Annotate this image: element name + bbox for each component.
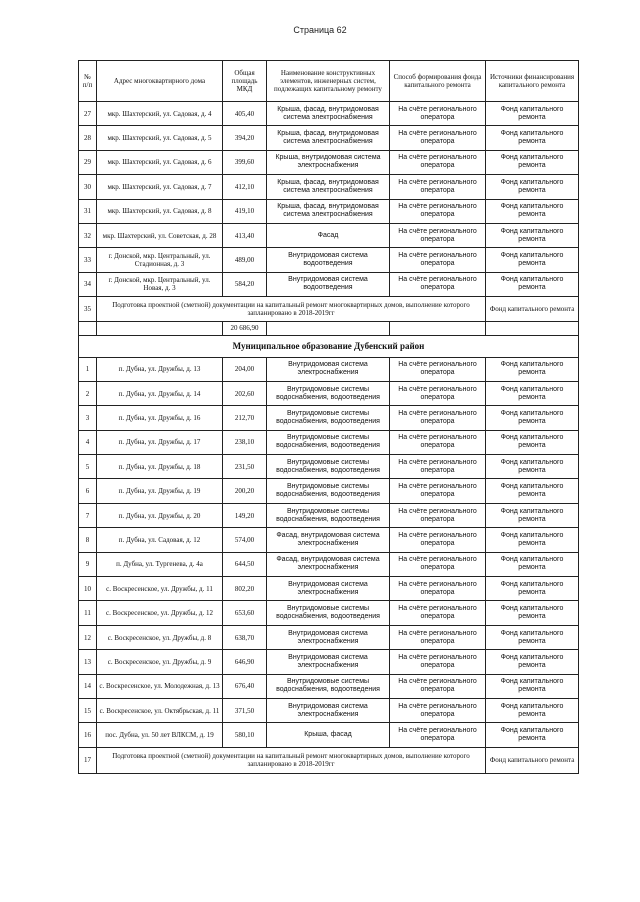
cell-area: 489,00 xyxy=(223,248,267,272)
cell-num: 10 xyxy=(79,577,97,601)
cell-num: 35 xyxy=(79,297,97,321)
table-header-row xyxy=(79,61,579,102)
table-row-total xyxy=(79,321,579,335)
cell-empty xyxy=(97,321,223,335)
cell-source: Фонд капитального ремонта xyxy=(486,674,579,698)
capital-repair-table xyxy=(78,60,579,774)
cell-elements: Крыша, фасад, внутридомовая система электроснабжения xyxy=(267,175,390,199)
cell-area: 412,10 xyxy=(223,175,267,199)
cell-method: На счёте регионального оператора xyxy=(390,455,486,479)
cell-method: На счёте регионального оператора xyxy=(390,150,486,174)
cell-address: с. Воскресенское, ул. Дружбы, д. 12 xyxy=(97,601,223,625)
cell-empty xyxy=(267,321,390,335)
table-row xyxy=(79,674,579,698)
cell-source: Фонд капитального ремонта xyxy=(486,577,579,601)
cell-method: На счёте регионального оператора xyxy=(390,650,486,674)
cell-area: 200,20 xyxy=(223,479,267,503)
cell-elements: Крыша, фасад xyxy=(267,723,390,747)
cell-elements: Внутридомовые системы водоснабжения, водоотведения xyxy=(267,381,390,405)
cell-elements: Фасад xyxy=(267,223,390,247)
cell-empty xyxy=(486,321,579,335)
cell-num: 32 xyxy=(79,223,97,247)
cell-num: 28 xyxy=(79,126,97,150)
cell-source: Фонд капитального ремонта xyxy=(486,552,579,576)
cell-elements: Внутридомовая система водоотведения xyxy=(267,272,390,296)
cell-method: На счёте регионального оператора xyxy=(390,479,486,503)
section-title: Муниципальное образование Дубенский район xyxy=(79,335,579,357)
cell-num: 12 xyxy=(79,625,97,649)
cell-address: мкр. Шахтерский, ул. Садовая, д. 8 xyxy=(97,199,223,223)
cell-address: п. Дубна, ул. Дружбы, д. 13 xyxy=(97,357,223,381)
cell-num: 33 xyxy=(79,248,97,272)
header-area: Общая площадь МКД xyxy=(223,61,267,102)
cell-address: п. Дубна, ул. Дружбы, д. 18 xyxy=(97,455,223,479)
cell-area: 202,60 xyxy=(223,381,267,405)
cell-num: 27 xyxy=(79,102,97,126)
cell-source: Фонд капитального ремонта xyxy=(486,698,579,722)
cell-elements: Внутридомовая система водоотведения xyxy=(267,248,390,272)
cell-address: мкр. Шахтерский, ул. Садовая, д. 7 xyxy=(97,175,223,199)
cell-area: 646,90 xyxy=(223,650,267,674)
table-row xyxy=(79,199,579,223)
cell-project-docs: Подготовка проектной (сметной) документации на капитальный ремонт многоквартирных домов, выполнение которого запланировано в 2018-2019гг xyxy=(97,747,486,773)
cell-elements: Крыша, внутридомовая система электроснабжения xyxy=(267,150,390,174)
cell-area: 644,50 xyxy=(223,552,267,576)
cell-elements: Внутридомовая система электроснабжения xyxy=(267,577,390,601)
cell-method: На счёте регионального оператора xyxy=(390,601,486,625)
table-row xyxy=(79,698,579,722)
cell-total-area: 20 686,90 xyxy=(223,321,267,335)
cell-source: Фонд капитального ремонта xyxy=(486,601,579,625)
cell-address: с. Воскресенское, ул. Дружбы, д. 9 xyxy=(97,650,223,674)
cell-area: 405,40 xyxy=(223,102,267,126)
cell-area: 399,60 xyxy=(223,150,267,174)
table-row xyxy=(79,102,579,126)
cell-num: 31 xyxy=(79,199,97,223)
cell-address: мкр. Шахтерский, ул. Садовая, д. 4 xyxy=(97,102,223,126)
cell-address: г. Донской, мкр. Центральный, ул. Новая, д. 3 xyxy=(97,272,223,296)
cell-address: с. Воскресенское, ул. Дружбы, д. 8 xyxy=(97,625,223,649)
cell-method: На счёте регионального оператора xyxy=(390,381,486,405)
cell-method: На счёте регионального оператора xyxy=(390,577,486,601)
header-source: Источники финансирования капитального ремонта xyxy=(486,61,579,102)
cell-num: 4 xyxy=(79,430,97,454)
cell-method: На счёте регионального оператора xyxy=(390,430,486,454)
table-row xyxy=(79,528,579,552)
header-address: Адрес многоквартирного дома xyxy=(97,61,223,102)
cell-num: 3 xyxy=(79,406,97,430)
cell-elements: Внутридомовые системы водоснабжения, водоотведения xyxy=(267,601,390,625)
cell-address: п. Дубна, ул. Дружбы, д. 16 xyxy=(97,406,223,430)
cell-area: 371,50 xyxy=(223,698,267,722)
section-header-row xyxy=(79,335,579,357)
cell-num: 29 xyxy=(79,150,97,174)
cell-source: Фонд капитального ремонта xyxy=(486,650,579,674)
cell-area: 574,00 xyxy=(223,528,267,552)
cell-source: Фонд капитального ремонта xyxy=(486,528,579,552)
table-row xyxy=(79,248,579,272)
table-row xyxy=(79,625,579,649)
table-row xyxy=(79,223,579,247)
cell-method: На счёте регионального оператора xyxy=(390,272,486,296)
cell-address: п. Дубна, ул. Дружбы, д. 19 xyxy=(97,479,223,503)
cell-elements: Внутридомовые системы водоснабжения, водоотведения xyxy=(267,674,390,698)
cell-source: Фонд капитального ремонта xyxy=(486,479,579,503)
cell-num: 1 xyxy=(79,357,97,381)
cell-method: На счёте регионального оператора xyxy=(390,528,486,552)
cell-source: Фонд капитального ремонта xyxy=(486,199,579,223)
cell-elements: Внутридомовая система электроснабжения xyxy=(267,357,390,381)
cell-address: мкр. Шахтерский, ул. Советская, д. 28 xyxy=(97,223,223,247)
cell-method: На счёте регионального оператора xyxy=(390,674,486,698)
cell-address: мкр. Шахтерский, ул. Садовая, д. 6 xyxy=(97,150,223,174)
cell-address: п. Дубна, ул. Дружбы, д. 20 xyxy=(97,503,223,527)
cell-source: Фонд капитального ремонта xyxy=(486,102,579,126)
cell-area: 419,10 xyxy=(223,199,267,223)
cell-num: 14 xyxy=(79,674,97,698)
cell-elements: Крыша, фасад, внутридомовая система электроснабжения xyxy=(267,126,390,150)
cell-elements: Внутридомовые системы водоснабжения, водоотведения xyxy=(267,430,390,454)
cell-num: 7 xyxy=(79,503,97,527)
cell-address: г. Донской, мкр. Центральный, ул. Стадионная, д. 3 xyxy=(97,248,223,272)
cell-source: Фонд капитального ремонта xyxy=(486,126,579,150)
cell-method: На счёте регионального оператора xyxy=(390,503,486,527)
cell-source: Фонд капитального ремонта xyxy=(486,406,579,430)
cell-elements: Внутридомовая система электроснабжения xyxy=(267,698,390,722)
cell-address: мкр. Шахтерский, ул. Садовая, д. 5 xyxy=(97,126,223,150)
cell-method: На счёте регионального оператора xyxy=(390,357,486,381)
cell-num: 16 xyxy=(79,723,97,747)
table-row xyxy=(79,150,579,174)
cell-num: 34 xyxy=(79,272,97,296)
cell-source: Фонд капитального ремонта xyxy=(486,455,579,479)
cell-empty xyxy=(390,321,486,335)
cell-num: 15 xyxy=(79,698,97,722)
table-body-end xyxy=(79,747,579,773)
header-method: Способ формирования фонда капитального ремонта xyxy=(390,61,486,102)
cell-empty xyxy=(79,321,97,335)
cell-num: 30 xyxy=(79,175,97,199)
cell-address: пос. Дубна, ул. 50 лет ВЛКСМ, д. 19 xyxy=(97,723,223,747)
cell-num: 9 xyxy=(79,552,97,576)
cell-source: Фонд капитального ремонта xyxy=(486,747,579,773)
cell-elements: Внутридомовая система электроснабжения xyxy=(267,650,390,674)
table-row xyxy=(79,455,579,479)
table-row xyxy=(79,577,579,601)
cell-source: Фонд капитального ремонта xyxy=(486,223,579,247)
table-row xyxy=(79,723,579,747)
cell-source: Фонд капитального ремонта xyxy=(486,357,579,381)
cell-area: 580,10 xyxy=(223,723,267,747)
cell-elements: Внутридомовые системы водоснабжения, водоотведения xyxy=(267,503,390,527)
cell-elements: Внутридомовые системы водоснабжения, водоотведения xyxy=(267,479,390,503)
cell-area: 584,20 xyxy=(223,272,267,296)
cell-area: 638,70 xyxy=(223,625,267,649)
cell-method: На счёте регионального оператора xyxy=(390,175,486,199)
cell-address: с. Воскресенское, ул. Молодежная, д. 13 xyxy=(97,674,223,698)
cell-num: 11 xyxy=(79,601,97,625)
cell-source: Фонд капитального ремонта xyxy=(486,175,579,199)
table-row xyxy=(79,381,579,405)
cell-source: Фонд капитального ремонта xyxy=(486,272,579,296)
table-row-35 xyxy=(79,297,579,321)
cell-address: с. Воскресенское, ул. Дружбы, д. 11 xyxy=(97,577,223,601)
cell-elements: Крыша, фасад, внутридомовая система электроснабжения xyxy=(267,102,390,126)
cell-method: На счёте регионального оператора xyxy=(390,552,486,576)
cell-source: Фонд капитального ремонта xyxy=(486,150,579,174)
cell-source: Фонд капитального ремонта xyxy=(486,503,579,527)
table-row xyxy=(79,650,579,674)
table-row xyxy=(79,357,579,381)
cell-num: 6 xyxy=(79,479,97,503)
cell-area: 149,20 xyxy=(223,503,267,527)
cell-source: Фонд капитального ремонта xyxy=(486,248,579,272)
cell-method: На счёте регионального оператора xyxy=(390,102,486,126)
cell-address: п. Дубна, ул. Тургенева, д. 4а xyxy=(97,552,223,576)
cell-area: 231,50 xyxy=(223,455,267,479)
cell-method: На счёте регионального оператора xyxy=(390,248,486,272)
cell-elements: Крыша, фасад, внутридомовая система электроснабжения xyxy=(267,199,390,223)
cell-num: 8 xyxy=(79,528,97,552)
cell-source: Фонд капитального ремонта xyxy=(486,430,579,454)
table-row xyxy=(79,430,579,454)
table-row xyxy=(79,175,579,199)
table-row xyxy=(79,406,579,430)
cell-method: На счёте регионального оператора xyxy=(390,126,486,150)
table-row xyxy=(79,272,579,296)
cell-source: Фонд капитального ремонта xyxy=(486,297,579,321)
cell-method: На счёте регионального оператора xyxy=(390,723,486,747)
cell-num: 13 xyxy=(79,650,97,674)
cell-address: п. Дубна, ул. Дружбы, д. 17 xyxy=(97,430,223,454)
cell-area: 238,10 xyxy=(223,430,267,454)
cell-elements: Фасад, внутридомовая система электроснабжения xyxy=(267,528,390,552)
cell-project-docs: Подготовка проектной (сметной) документации на капитальный ремонт многоквартирных домов, выполнение которого запланировано в 2018-2019гг xyxy=(97,297,486,321)
cell-source: Фонд капитального ремонта xyxy=(486,381,579,405)
cell-method: На счёте регионального оператора xyxy=(390,223,486,247)
page-number-label: Страница 62 xyxy=(293,25,347,35)
cell-area: 204,00 xyxy=(223,357,267,381)
table-row xyxy=(79,503,579,527)
table-row xyxy=(79,601,579,625)
table-body-mid xyxy=(79,297,579,357)
cell-method: На счёте регионального оператора xyxy=(390,199,486,223)
cell-elements: Внутридомовые системы водоснабжения, водоотведения xyxy=(267,455,390,479)
cell-area: 653,60 xyxy=(223,601,267,625)
cell-num: 5 xyxy=(79,455,97,479)
cell-area: 413,40 xyxy=(223,223,267,247)
table-row-17 xyxy=(79,747,579,773)
table-row xyxy=(79,552,579,576)
cell-source: Фонд капитального ремонта xyxy=(486,625,579,649)
cell-area: 212,70 xyxy=(223,406,267,430)
table-row xyxy=(79,126,579,150)
table-body-bottom xyxy=(79,357,579,747)
cell-num: 2 xyxy=(79,381,97,405)
cell-address: п. Дубна, ул. Садовая, д. 12 xyxy=(97,528,223,552)
cell-num: 17 xyxy=(79,747,97,773)
table-body-top xyxy=(79,102,579,297)
cell-elements: Внутридомовые системы водоснабжения, водоотведения xyxy=(267,406,390,430)
table-row xyxy=(79,479,579,503)
cell-elements: Внутридомовая система электроснабжения xyxy=(267,625,390,649)
cell-method: На счёте регионального оператора xyxy=(390,625,486,649)
cell-area: 802,20 xyxy=(223,577,267,601)
cell-method: На счёте регионального оператора xyxy=(390,406,486,430)
header-num: № п/п xyxy=(79,61,97,102)
cell-elements: Фасад, внутридомовая система электроснабжения xyxy=(267,552,390,576)
cell-area: 676,40 xyxy=(223,674,267,698)
cell-address: с. Воскресенское, ул. Октябрьская, д. 11 xyxy=(97,698,223,722)
cell-method: На счёте регионального оператора xyxy=(390,698,486,722)
header-elements: Наименование конструктивных элементов, инженерных систем, подлежащих капитальному ремонту xyxy=(267,61,390,102)
cell-area: 394,20 xyxy=(223,126,267,150)
cell-source: Фонд капитального ремонта xyxy=(486,723,579,747)
cell-address: п. Дубна, ул. Дружбы, д. 14 xyxy=(97,381,223,405)
